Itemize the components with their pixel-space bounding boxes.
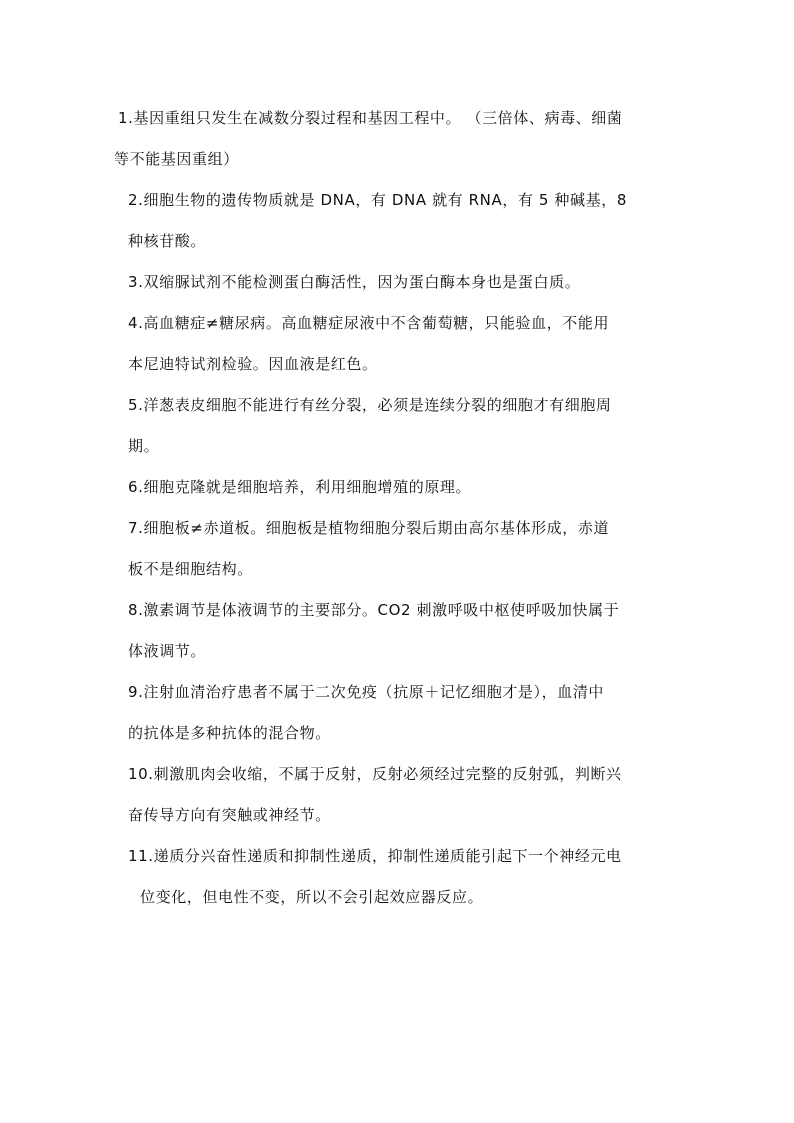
list-item [118, 472, 678, 513]
item-line: 11.递质分兴奋性递质和抑制性递质，抑制性递质能引起下一个神经元电 [128, 847, 622, 865]
item-line: 种核苷酸。 [128, 232, 207, 250]
list-item [118, 267, 678, 308]
list-item [118, 677, 678, 759]
item-line: 奋传导方向有突触或神经节。 [128, 806, 331, 824]
list-item [118, 513, 678, 595]
item-line: 本尼迪特试剂检验。因血液是红色。 [128, 355, 378, 373]
list-item [114, 103, 678, 185]
item-line: 6.细胞克隆就是细胞培养，利用细胞增殖的原理。 [128, 478, 472, 496]
item-line: 8.激素调节是体液调节的主要部分。CO2 刺激呼吸中枢使呼吸加快属于 [128, 601, 620, 619]
list-item [118, 595, 678, 677]
list-item [118, 308, 678, 390]
item-line: 的抗体是多种抗体的混合物。 [128, 724, 331, 742]
list-item [118, 390, 678, 472]
item-line: 1.基因重组只发生在减数分裂过程和基因工程中。 （三倍体、病毒、细菌 [118, 109, 623, 127]
item-line: 位变化，但电性不变，所以不会引起效应器反应。 [140, 888, 484, 906]
item-line: 4.高血糖症≠糖尿病。高血糖症尿液中不含葡萄糖，只能验血，不能用 [128, 314, 610, 332]
item-line: 7.细胞板≠赤道板。细胞板是植物细胞分裂后期由高尔基体形成，赤道 [128, 519, 610, 537]
item-line: 等不能基因重组） [114, 150, 239, 168]
item-line: 2.细胞生物的遗传物质就是 DNA，有 DNA 就有 RNA，有 5 种碱基，8 [128, 191, 627, 209]
item-line: 9.注射血清治疗患者不属于二次免疫（抗原＋记忆细胞才是），血清中 [128, 683, 605, 701]
document-body [114, 103, 678, 923]
list-item [118, 841, 678, 923]
item-line: 板不是细胞结构。 [128, 560, 253, 578]
list-item [118, 759, 678, 841]
item-line: 3.双缩脲试剂不能检测蛋白酶活性，因为蛋白酶本身也是蛋白质。 [128, 273, 581, 291]
list-item [118, 185, 678, 267]
item-line: 10.刺激肌肉会收缩，不属于反射，反射必须经过完整的反射弧，判断兴 [128, 765, 622, 783]
item-line: 5.洋葱表皮细胞不能进行有丝分裂，必须是连续分裂的细胞才有细胞周 [128, 396, 612, 414]
item-line: 期。 [128, 437, 160, 455]
item-line: 体液调节。 [128, 642, 207, 660]
